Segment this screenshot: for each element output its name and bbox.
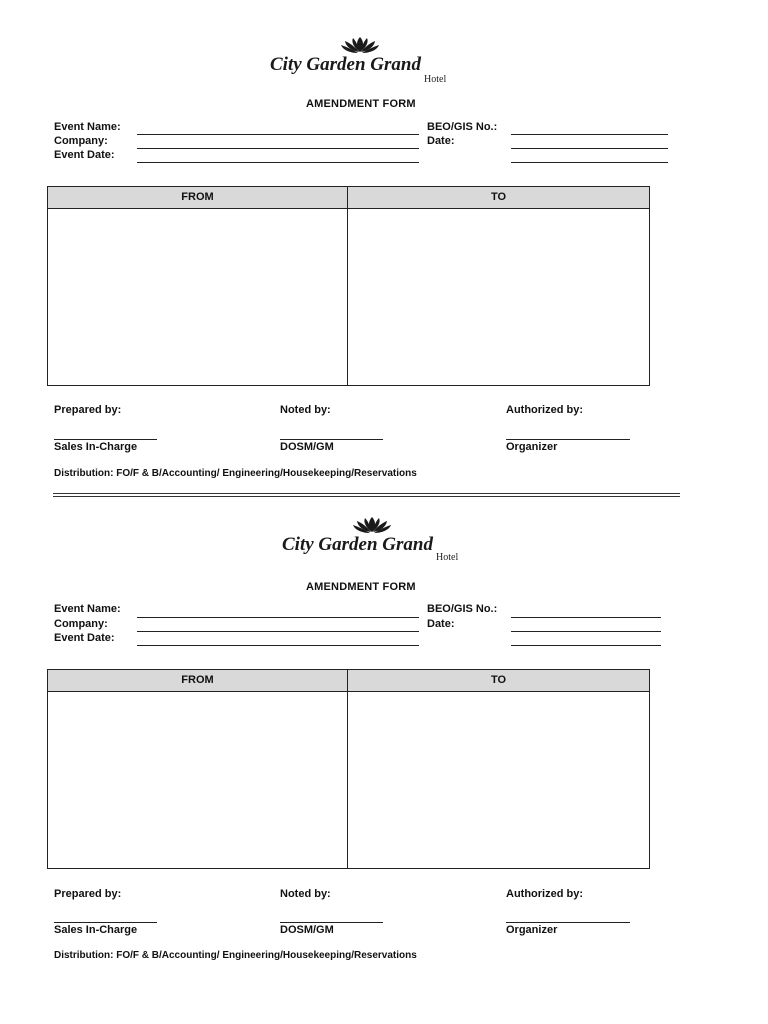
prepared-signature-line[interactable]: [54, 922, 157, 923]
extra-field[interactable]: [511, 645, 661, 646]
date-field[interactable]: [511, 631, 661, 632]
beo-field[interactable]: [511, 617, 661, 618]
to-cell[interactable]: [348, 691, 649, 868]
amendment-table: [47, 186, 650, 386]
event-name-field[interactable]: [137, 134, 419, 135]
amendment-table: [47, 669, 650, 869]
event-date-field[interactable]: [137, 162, 419, 163]
organizer: Organizer: [506, 924, 558, 936]
date-label: Date:: [427, 618, 455, 630]
hotel-logo: [258, 514, 488, 570]
distribution-note: Distribution: FO/F & B/Accounting/ Engineering/Housekeeping/Reservations: [54, 950, 417, 961]
event-date-label: Event Date:: [54, 149, 115, 161]
to-cell[interactable]: [348, 208, 649, 385]
distribution-note: Distribution: FO/F & B/Accounting/ Engineering/Housekeeping/Reservations: [54, 468, 417, 479]
noted-signature-line[interactable]: [280, 922, 383, 923]
to-header: TO: [490, 191, 507, 203]
event-name-label: Event Name:: [54, 121, 121, 133]
form-title: AMENDMENT FORM: [306, 98, 416, 110]
beo-label: BEO/GIS No.:: [427, 121, 498, 133]
noted-by-label: Noted by:: [280, 888, 331, 900]
extra-field[interactable]: [511, 162, 668, 163]
hotel-logo: [248, 32, 478, 88]
from-cell[interactable]: [48, 691, 347, 868]
prepared-by-label: Prepared by:: [54, 888, 122, 900]
hotel-name: City Garden Grand: [282, 534, 433, 555]
lotus-logo-icon: [340, 36, 380, 54]
event-name-field[interactable]: [137, 617, 419, 618]
prepared-signature-line[interactable]: [54, 439, 157, 440]
noted-signature-line[interactable]: [280, 439, 383, 440]
company-field[interactable]: [137, 148, 419, 149]
from-header: FROM: [181, 674, 214, 686]
authorized-by-label: Authorized by:: [506, 888, 583, 900]
beo-label: BEO/GIS No.:: [427, 603, 498, 615]
event-date-label: Event Date:: [54, 632, 115, 644]
hotel-name: City Garden Grand: [270, 54, 421, 75]
event-name-label: Event Name:: [54, 603, 121, 615]
prepared-by-label: Prepared by:: [54, 404, 122, 416]
event-date-field[interactable]: [137, 645, 419, 646]
form-title: AMENDMENT FORM: [306, 581, 416, 593]
to-header: TO: [490, 674, 507, 686]
date-label: Date:: [427, 135, 455, 147]
organizer: Organizer: [506, 441, 558, 453]
company-field[interactable]: [137, 631, 419, 632]
noted-by-label: Noted by:: [280, 404, 331, 416]
beo-field[interactable]: [511, 134, 668, 135]
company-label: Company:: [54, 618, 108, 630]
from-cell[interactable]: [48, 208, 347, 385]
from-header: FROM: [181, 191, 214, 203]
lotus-logo-icon: [352, 516, 392, 534]
sales-in-charge: Sales In-Charge: [54, 441, 138, 453]
hotel-subtitle: Hotel: [424, 74, 447, 85]
form-separator: [53, 493, 680, 497]
authorized-signature-line[interactable]: [506, 922, 630, 923]
hotel-subtitle: Hotel: [436, 552, 459, 563]
dosm-gm: DOSM/GM: [280, 441, 334, 453]
dosm-gm: DOSM/GM: [280, 924, 334, 936]
company-label: Company:: [54, 135, 108, 147]
sales-in-charge: Sales In-Charge: [54, 924, 138, 936]
date-field[interactable]: [511, 148, 668, 149]
authorized-by-label: Authorized by:: [506, 404, 583, 416]
authorized-signature-line[interactable]: [506, 439, 630, 440]
